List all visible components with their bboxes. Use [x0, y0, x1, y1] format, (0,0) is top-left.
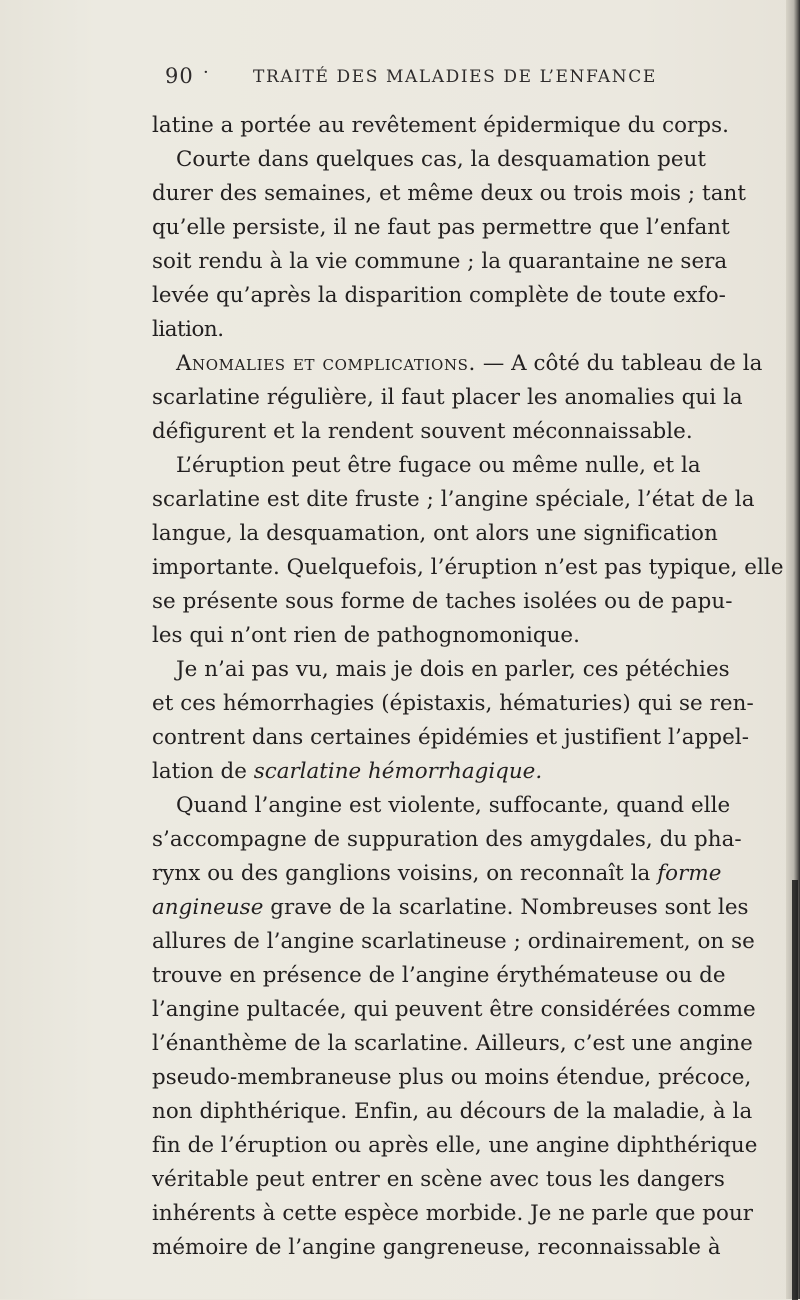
italic-term: scarlatine hémorrhagique. — [253, 759, 543, 784]
text-line: l’angine pultacée, qui peuvent être considérées comme — [152, 997, 756, 1022]
text-line: non diphthérique. Enfin, au décours de la maladie, à la — [152, 1099, 753, 1124]
text-line: L’éruption peut être fugace ou même nulle, et la — [176, 453, 701, 478]
text-line: importante. Quelquefois, l’éruption n’est pas typique, elle — [152, 555, 784, 580]
text-line: contrent dans certaines épidémies et justifient l’appel- — [152, 725, 750, 750]
text-line: et ces hémorrhagies (épistaxis, hématuries) qui se ren- — [152, 691, 754, 716]
page-header — [0, 64, 800, 96]
section-heading: Anomalies et complications. — [176, 351, 476, 376]
text-line: l’énanthème de la scarlatine. Ailleurs, c’est une angine — [152, 1031, 753, 1056]
running-head: TRAITÉ DES MALADIES DE L’ENFANCE — [253, 67, 657, 87]
line-text: — A côté du tableau de la — [475, 351, 763, 376]
text-line: scarlatine régulière, il faut placer les anomalies qui la — [152, 385, 743, 410]
text-line: langue, la desquamation, ont alors une signification — [152, 521, 718, 546]
text-line: liation. — [152, 317, 224, 342]
text-line: trouve en présence de l’angine érythémateuse ou de — [152, 963, 726, 988]
text-line: pseudo-membraneuse plus ou moins étendue, précoce, — [152, 1065, 752, 1090]
text-line: levée qu’après la disparition complète de toute exfo- — [152, 283, 726, 308]
text-line: qu’elle persiste, il ne faut pas permettre que l’enfant — [152, 215, 730, 240]
header-separator: · — [203, 62, 209, 83]
text-line: défigurent et la rendent souvent méconnaissable. — [152, 419, 693, 444]
line-text: lation de — [152, 759, 254, 784]
text-line: soit rendu à la vie commune ; la quarantaine ne sera — [152, 249, 728, 274]
line-text: grave de la scarlatine. Nombreuses sont les — [263, 895, 749, 920]
text-line — [152, 347, 792, 381]
body-text — [152, 109, 792, 1265]
text-line: véritable peut entrer en scène avec tous les dangers — [152, 1167, 725, 1192]
text-line: fin de l’éruption ou après elle, une angine diphthérique — [152, 1133, 758, 1158]
text-line: Courte dans quelques cas, la desquamation peut — [176, 147, 706, 172]
text-line — [152, 755, 792, 789]
text-line: mémoire de l’angine gangreneuse, reconnaissable à — [152, 1235, 721, 1260]
text-line: s’accompagne de suppuration des amygdales, du pha- — [152, 827, 742, 852]
text-line: latine a portée au revêtement épidermique du corps. — [152, 113, 729, 138]
text-line: scarlatine est dite fruste ; l’angine spéciale, l’état de la — [152, 487, 755, 512]
text-line: allures de l’angine scarlatineuse ; ordinairement, on se — [152, 929, 755, 954]
text-line: inhérents à cette espèce morbide. Je ne parle que pour — [152, 1201, 754, 1226]
text-line: les qui n’ont rien de pathognomonique. — [152, 623, 580, 648]
text-line: Je n’ai pas vu, mais je dois en parler, ces pétéchies — [176, 657, 730, 682]
text-line — [152, 891, 792, 925]
text-line: durer des semaines, et même deux ou trois mois ; tant — [152, 181, 746, 206]
line-text: rynx ou des ganglions voisins, on reconnaît la — [152, 861, 658, 886]
page-edge-shadow — [786, 0, 800, 1299]
page-number: 90 — [165, 64, 194, 88]
text-line — [152, 857, 792, 891]
text-line: Quand l’angine est violente, suffocante, quand elle — [176, 793, 731, 818]
italic-term: forme — [657, 861, 722, 886]
italic-term: angineuse — [152, 895, 264, 920]
text-line: se présente sous forme de taches isolées ou de papu- — [152, 589, 733, 614]
binding-shadow — [792, 880, 798, 1300]
